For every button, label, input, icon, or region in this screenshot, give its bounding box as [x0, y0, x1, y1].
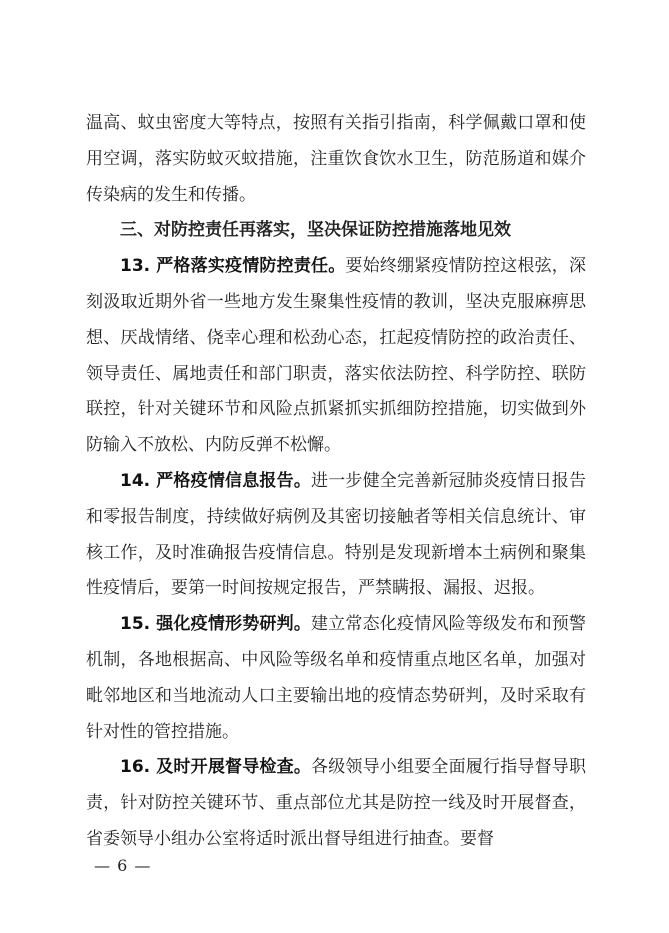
paragraph-continuation: 温高、蚊虫密度大等特点，按照有关指引指南，科学佩戴口罩和使用空调，落实防蚊灭蚊措施，注重饮食饮水卫生，防范肠道和媒介传染病的发生和传播。: [86, 113, 586, 205]
item-13-lead: 13. 严格落实疫情防控责任。: [120, 256, 346, 277]
paragraph-item-15: [86, 607, 586, 750]
document-body: [86, 106, 586, 858]
item-14-lead: 14. 严格疫情信息报告。: [120, 470, 312, 491]
item-15-lead: 15. 强化疫情形势研判。: [120, 614, 312, 635]
item-16-lead: 16. 及时开展督导检查。: [120, 757, 312, 778]
item-13-body: 要始终绷紧疫情防控这根弦，深刻汲取近期外省一些地方发生聚集性疫情的教训，坚决克服麻痹思想、厌战情绪、侥幸心理和松劲心态，扛起疫情防控的政治责任、领导责任、属地责任和部门职责，落实依法防控、科学防控、联防联控，针对关键环节和风险点抓紧抓实抓细防控措施，切实做到外防输入不放松、内防反弹不松懈。: [86, 256, 586, 456]
page-number: — 6 —: [94, 856, 152, 875]
paragraph-item-13: [86, 249, 586, 464]
paragraph-item-14: [86, 464, 586, 607]
item-16-body: 各级领导小组要全面履行指导督导职责，针对防控关键环节、重点部位尤其是防控一线及时开展督查，省委领导小组办公室将适时派出督导组进行抽查。要督: [86, 757, 586, 849]
section-heading: 三、对防控责任再落实，坚决保证防控措施落地见效: [120, 220, 511, 241]
item-14-body: 进一步健全完善新冠肺炎疫情日报告和零报告制度，持续做好病例及其密切接触者等相关信息统计、审核工作，及时准确报告疫情信息。特别是发现新增本土病例和聚集性疫情后，要第一时间按规定报告，严禁瞒报、漏报、迟报。: [86, 470, 586, 599]
item-15-body: 建立常态化疫情风险等级发布和预警机制，各地根据高、中风险等级名单和疫情重点地区名单，加强对毗邻地区和当地流动人口主要输出地的疫情态势研判，及时采取有针对性的管控措施。: [86, 614, 586, 742]
paragraph-item-16: [86, 750, 586, 857]
